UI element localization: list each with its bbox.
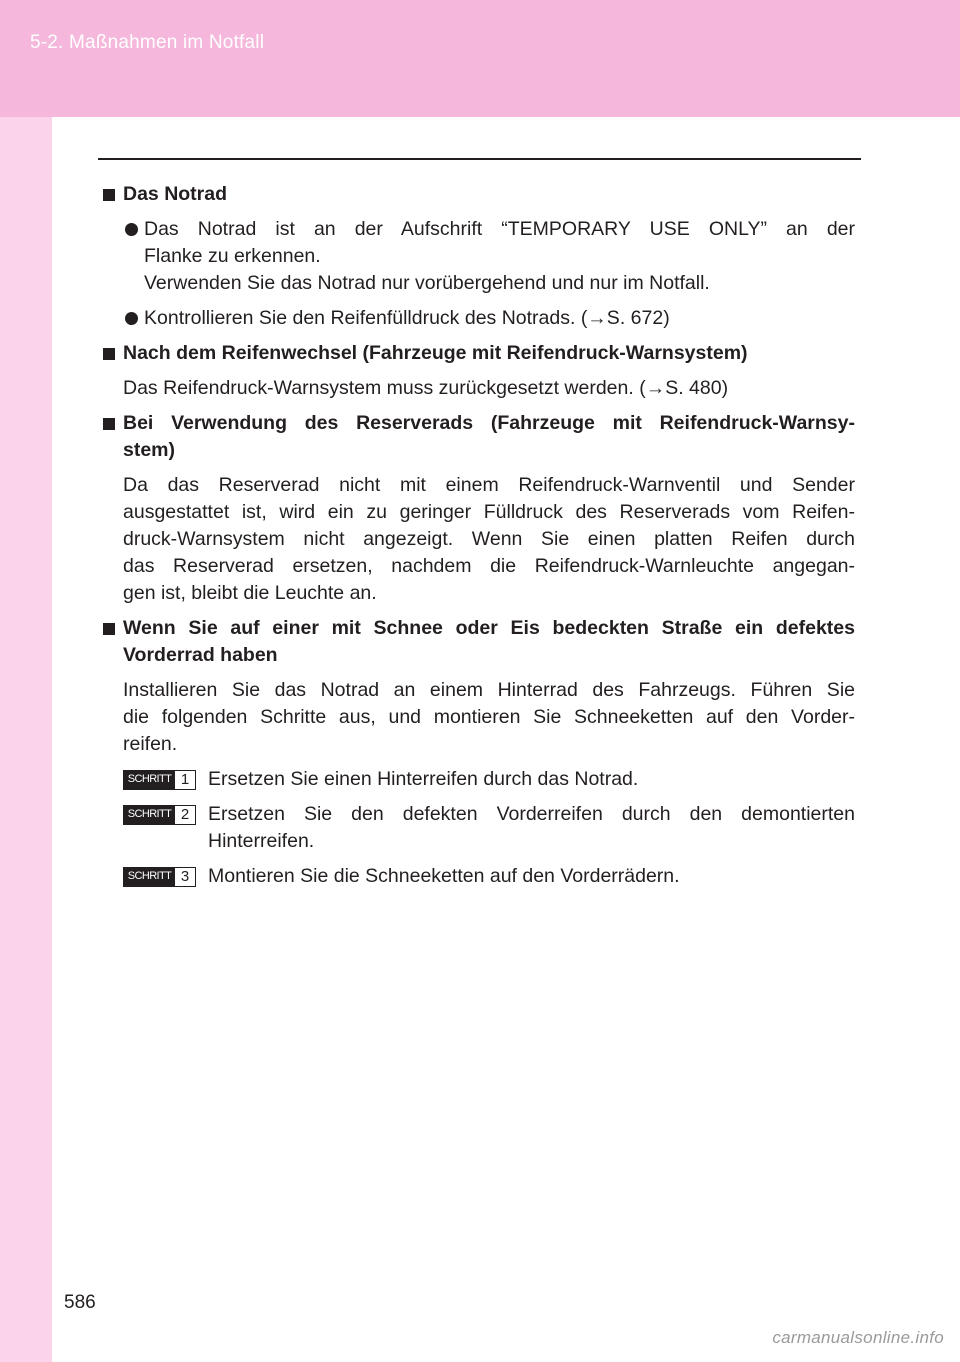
paragraph-line: Da das Reserverad nicht mit einem Reifendruck-Warnventil und Sender [123,474,855,496]
heading-text: Das Notrad [123,183,228,205]
header-band [0,0,960,117]
section-title: 5-2. Maßnahmen im Notfall [30,32,265,53]
bullet-item [123,216,855,297]
round-bullet-icon [125,312,138,325]
paragraph [123,677,855,758]
square-bullet-icon [103,418,115,430]
paragraph-line: Das Reifendruck-Warnsystem muss zurückgesetzt werden. (→S. 480) [123,377,729,399]
paragraph-line: ausgestattet ist, wird ein zu geringer Fülldruck des Reserverads vom Reifen- [123,501,855,523]
paragraph [123,472,855,607]
step-text: Montieren Sie die Schneeketten auf den Vorderrädern. [208,865,680,887]
paragraph-line: das Reserverad ersetzen, nachdem die Reifendruck-Warnleuchte angegan- [123,555,855,577]
heading-schnee [103,615,855,669]
paragraph-line: reifen. [123,733,178,755]
paragraph-line: die folgenden Schritte aus, und montieren Sie Schneeketten auf den Vorder- [123,706,855,728]
heading-reifenwechsel [103,340,855,367]
step-badge [123,805,196,825]
step-2 [123,801,855,855]
bullet-item [123,305,855,332]
step-badge-label: SCHRITT [124,806,175,824]
step-badge-number: 3 [180,868,190,885]
step-text: Hinterreifen. [208,830,315,852]
watermark-logo: carmanualsonline.info [772,1328,944,1347]
square-bullet-icon [103,623,115,635]
left-margin-strip [0,117,52,1362]
step-badge [123,867,196,887]
heading-text: Nach dem Reifenwechsel (Fahrzeuge mit Reifendruck-Warnsystem) [123,342,748,364]
page-number: 586 [64,1292,96,1313]
round-bullet-icon [125,223,138,236]
step-3 [123,863,855,890]
bullet-line: Flanke zu erkennen. [144,245,321,267]
bullet-line: Kontrollieren Sie den Reifenfülldruck des Notrads. (→S. 672) [144,307,670,329]
square-bullet-icon [103,348,115,360]
step-badge-label: SCHRITT [124,868,175,886]
heading-text: Vorderrad haben [123,644,278,666]
top-rule [98,158,861,160]
step-text: Ersetzen Sie den defekten Vorderreifen durch den demontierten [208,803,855,825]
heading-notrad [103,181,855,208]
step-badge-number: 1 [180,771,190,788]
page-content [103,181,855,898]
heading-text: stem) [123,439,176,461]
bullet-line: Das Notrad ist an der Aufschrift “TEMPORARY USE ONLY” an der [144,218,855,240]
square-bullet-icon [103,189,115,201]
paragraph-line: Installieren Sie das Notrad an einem Hinterrad des Fahrzeugs. Führen Sie [123,679,855,701]
step-text: Ersetzen Sie einen Hinterreifen durch das Notrad. [208,768,639,790]
paragraph [123,375,855,402]
heading-text: Bei Verwendung des Reserverads (Fahrzeuge mit Reifendruck-Warnsy- [123,412,855,434]
step-badge [123,770,196,790]
step-1 [123,766,855,793]
paragraph-line: druck-Warnsystem nicht angezeigt. Wenn Sie einen platten Reifen durch [123,528,855,550]
paragraph-line: gen ist, bleibt die Leuchte an. [123,582,377,604]
heading-text: Wenn Sie auf einer mit Schnee oder Eis bedeckten Straße ein defektes [123,617,855,639]
step-badge-number: 2 [180,806,190,823]
bullet-line: Verwenden Sie das Notrad nur vorübergehend und nur im Notfall. [144,272,710,294]
step-badge-label: SCHRITT [124,771,175,789]
heading-reserverad [103,410,855,464]
